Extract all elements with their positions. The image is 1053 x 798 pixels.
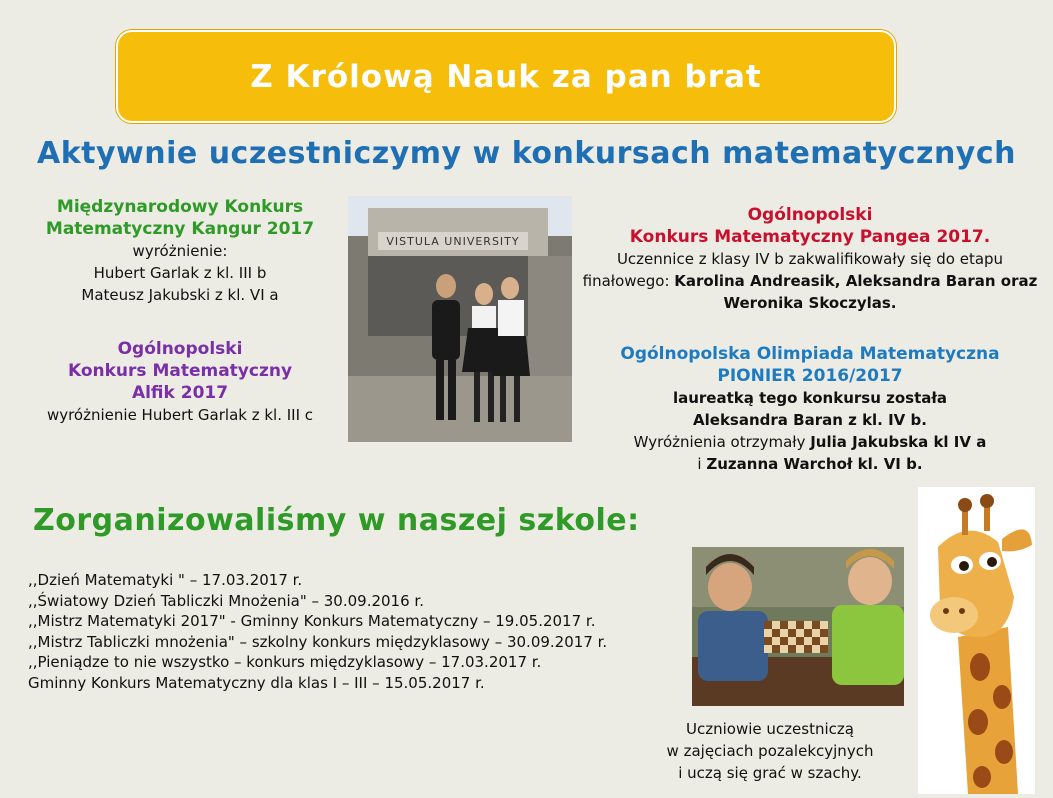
alfik-line1: wyróżnienie Hubert Garlak z kl. III c (46, 406, 314, 424)
list-item: ,,Pieniądze to nie wszystko – konkurs międzyklasowy – 17.03.2017 r. (28, 653, 542, 671)
pangea-line2 (570, 270, 1050, 292)
university-photo-image (348, 196, 572, 442)
list-item: ,,Światowy Dzień Tabliczki Mnożenia" – 30.09.2016 r. (28, 591, 424, 610)
pangea-line2-names: Karolina Andreasik, Aleksandra Baran oraz (674, 272, 1038, 290)
giraffe-icon (918, 487, 1035, 794)
alfik-title-line1: Ogólnopolski (117, 339, 243, 359)
caption-line2: w zajęciach pozalekcyjnych (666, 742, 874, 760)
pionier-line3-names: Julia Jakubska kl IV a (810, 433, 987, 451)
university-photo (348, 196, 572, 442)
alfik-section (20, 338, 340, 426)
kangur-line3: Mateusz Jakubski z kl. VI a (81, 286, 279, 304)
pionier-line4 (570, 453, 1050, 475)
pionier-line4-prefix: i (697, 455, 707, 473)
giraffe-illustration (918, 487, 1035, 794)
list-item: Gminny Konkurs Matematyczny dla klas I – III – 15.05.2017 r. (28, 673, 485, 692)
kangur-title-line1: Międzynarodowy Konkurs (56, 197, 304, 217)
pangea-line2-prefix: finałowego: (582, 272, 675, 290)
pangea-title-line2: Konkurs Matematyczny Pangea 2017. (629, 227, 991, 247)
university-sign-text: VISTULA UNIVERSITY (386, 235, 520, 248)
page-headline: Aktywnie uczestniczymy w konkursach matematycznych (36, 136, 1016, 171)
list-item: ,,Mistrz Matematyki 2017" - Gminny Konkurs Matematyczny – 19.05.2017 r. (28, 612, 596, 630)
pangea-line1: Uczennice z klasy IV b zakwalifikowały się do etapu (616, 250, 1004, 268)
pionier-title-line2: PIONIER 2016/2017 (717, 366, 903, 386)
pangea-title-line1: Ogólnopolski (747, 205, 873, 225)
chess-caption (640, 718, 900, 784)
list-item: ,,Dzień Matematyki " – 17.03.2017 r. (28, 571, 303, 589)
pionier-line1: laureatką tego konkursu została (672, 389, 948, 407)
pionier-line3-prefix: Wyróżnienia otrzymały (633, 433, 811, 451)
kangur-section (20, 196, 340, 306)
banner-title: Z Królową Nauk za pan brat (250, 58, 762, 95)
pangea-section (570, 204, 1050, 314)
title-banner (116, 30, 896, 123)
organized-heading: Zorganizowaliśmy w naszej szkole: (33, 503, 640, 538)
pionier-title-line1: Ogólnopolska Olimpiada Matematyczna (620, 344, 1000, 364)
pangea-line3: Weronika Skoczylas. (723, 294, 897, 312)
kangur-line2: Hubert Garlak z kl. III b (93, 264, 267, 282)
pionier-line4-names: Zuzanna Warchoł kl. VI b. (706, 455, 923, 473)
kangur-line1: wyróżnienie: (132, 242, 228, 260)
chess-photo-image (692, 547, 904, 706)
alfik-title-line2: Konkurs Matematyczny (67, 361, 293, 381)
chessboard (764, 621, 828, 653)
pionier-section (570, 343, 1050, 475)
pionier-line2: Aleksandra Baran z kl. IV b. (693, 411, 927, 429)
caption-line3: i uczą się grać w szachy. (678, 764, 862, 782)
list-item: ,,Mistrz Tabliczki mnożenia" – szkolny konkurs międzyklasowy – 30.09.2017 r. (28, 632, 608, 651)
alfik-title-line3: Alfik 2017 (131, 383, 229, 403)
caption-line1: Uczniowie uczestniczą (686, 720, 854, 738)
events-list (28, 570, 607, 693)
chess-photo (692, 547, 904, 706)
pionier-line3 (570, 431, 1050, 453)
kangur-title-line2: Matematyczny Kangur 2017 (45, 219, 315, 239)
